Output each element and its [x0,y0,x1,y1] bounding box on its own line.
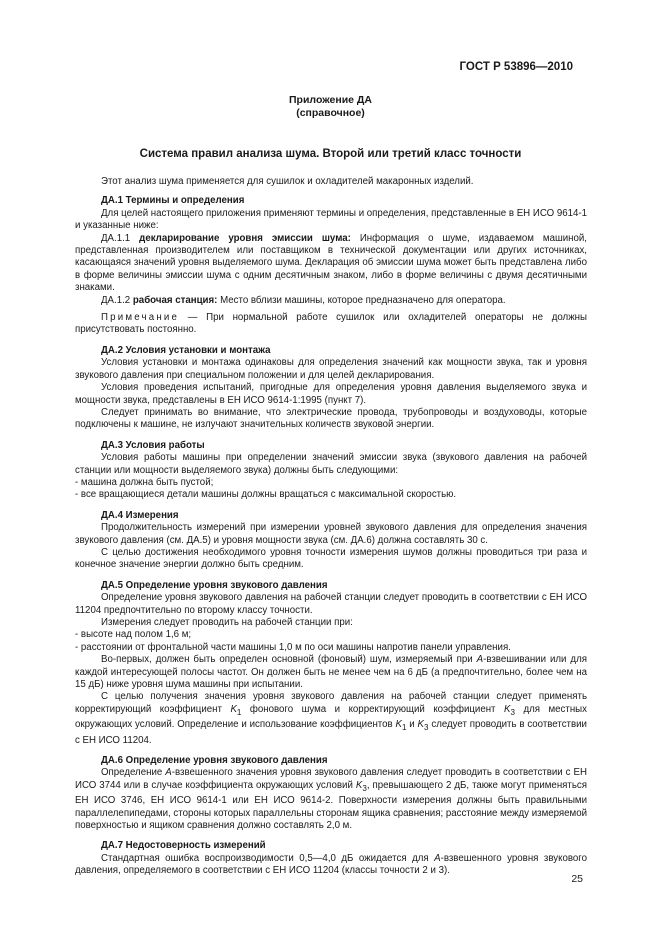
paragraph: Определение уровня звукового давления на рабочей станции следует проводить в соответствии с ЕН ИСО 11204 предпочтительно по второму классу точности. [75,592,587,616]
definition-text: Информация о шуме, издаваемом машиной, представленная производителем или поставщиком в технической документации или других источниках, касающаяся значений уровня выделяемого шума. Декларация об эмиссии шума может быть представлена либо в форме величины эмиссии шума с одним десятичным знаком, либо в форме величины с двумя десятичными знаками. [75,232,587,294]
section-heading: ДА.5 Определение уровня звукового давления [101,579,328,591]
appendix-title: Приложение ДА [289,94,372,106]
document-code: ГОСТ Р 53896—2010 [459,61,573,73]
paragraph: С целью получения значения уровня звукового давления на рабочей станции следует применять корректирующий коэффициент $K_1$ фонового шума и корректирующий коэффициент $K_3$ для местных окружающих условий. Определение и использование коэффициентов $K_1$ и $K_3$ следует проводить в соответствии с ЕН ИСО 11204. [75,691,587,746]
list-item: - машина должна быть пустой; [75,476,214,488]
section-heading: ДА.6 Определение уровня звукового давления [101,754,328,766]
section-heading: ДА.3 Условия работы [101,439,205,451]
definition-da1-1 [75,233,587,295]
section-da6 [75,755,587,832]
definition-term: декларирование уровня эмиссии шума: [139,232,351,244]
paragraph: С целью достижения необходимого уровня точности измерения шумов должны проводиться три раза и конечное значение энергии должно быть средним. [75,546,587,571]
definition-text: Место вблизи машины, которое предназначено для оператора. [220,294,506,306]
note-text: — При нормальной работе сушилок или охладителей операторы не должны присутствовать постоянно. [75,312,587,336]
section-da2 [75,345,587,432]
paragraph: Условия работы машины при определении значений эмиссии звука (звукового давления на рабочей станции или мощности выделяемого звука) должны быть следующими: [75,452,587,476]
paragraph: Следует принимать во внимание, что электрические провода, трубопроводы и воздуховоды, которые подключены к машине, не излучают значительных количеств звуковой энергии. [75,406,587,431]
paragraph: Условия установки и монтажа одинаковы для определения значений как мощности звука, так и уровня звукового давления при специальном положении и для целей декларирования. [75,357,587,381]
list-item: - расстоянии от фронтальной части машины 1,0 м по оси машины напротив панели управления. [75,641,511,653]
paragraph: Условия проведения испытаний, пригодные для определения уровня давления выделяемого звука и мощности звука, представлены в ЕН ИСО 9614-1:1995 (пункт 7). [75,382,587,406]
paragraph: Определение А-взвешенного значения уровня звукового давления следует проводить в соответствии с ЕН ИСО 3744 или в случае коэффициента окружающих условий $K_3$, превышающего 2 дБ, также могут применяться ЕН ИСО 3746, ЕН ИСО 9614-1 или ЕН ИСО 9614-2. Поверхности измерения должны быть правильными параллелепипедами, стороны которых параллельны сторонам ящика сравнения; расстояние между измеряемой поверхностью и ящиком сравнения должно составлять 2,0 м. [75,767,587,831]
section-da4 [75,510,587,572]
section-heading: ДА.7 Недостоверность измерений [101,840,266,852]
definition-number: ДА.1.1 [101,232,131,244]
definition-term: рабочая станция: [132,294,218,306]
list-item: - высоте над полом 1,6 м; [75,629,192,641]
section-da7 [75,840,587,877]
paragraph: Во-первых, должен быть определен основной (фоновый) шум, измеряемый при А-взвешивании или для каждой интересующей полосы частот. Он должен быть не менее чем на 6 дБ (а предпочтительно, более чем на 15 дБ) ниже уровня шума машины при испытании. [75,654,587,691]
intro-paragraph: Этот анализ шума применяется для сушилок и охладителей макаронных изделий. [101,176,474,187]
section-da3 [75,440,587,502]
paragraph: Стандартная ошибка воспроизводимости 0,5—4,0 дБ ожидается для А-взвешенного уровня звукового давления, определяемого в соответствии с ЕН ИСО 11204 (классы точности 2 и 3). [75,852,587,877]
paragraph: Измерения следует проводить на рабочей станции при: [101,617,353,628]
paragraph: Продолжительность измерений при измерении уровней звукового давления для определения значения звукового давления (см. ДА.5) и уровня мощности звука (см. ДА.6) должна составлять 30 с. [75,522,587,546]
note-label: Примечание [101,312,180,324]
note-paragraph [75,312,587,337]
paragraph: Для целей настоящего приложения применяют термины и определения, представленные в ЕН ИСО 9614-1 и указанные ниже: [75,207,587,232]
document-title: Система правил анализа шума. Второй или третий класс точности [139,148,522,160]
list-item: - все вращающиеся детали машины должны вращаться с максимальной скоростью. [75,489,457,501]
document-body [75,176,587,886]
section-da1 [75,195,587,336]
section-heading: ДА.4 Измерения [101,509,179,521]
section-da5 [75,580,587,747]
page-number: 25 [571,873,583,885]
definition-number: ДА.1.2 [101,294,131,306]
appendix-note: (справочное) [296,107,365,119]
section-heading: ДА.2 Условия установки и монтажа [101,344,271,356]
section-heading: ДА.1 Термины и определения [101,195,245,207]
definition-da1-2 [75,295,587,307]
